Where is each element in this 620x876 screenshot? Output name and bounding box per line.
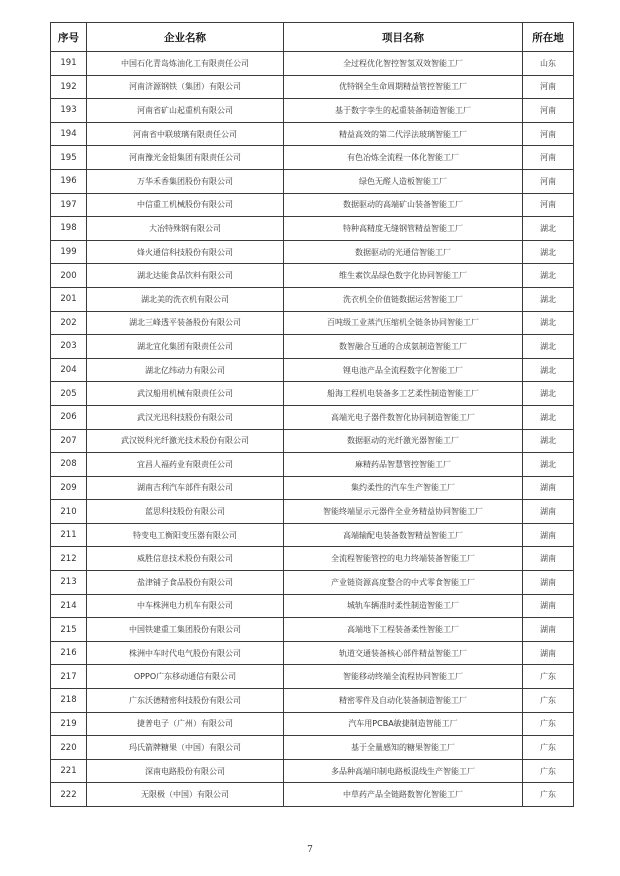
cell-no: 219 [51,712,87,736]
cell-company: 无限极（中国）有限公司 [87,783,284,807]
cell-company: 武汉光迅科技股份有限公司 [87,405,284,429]
page-number: 7 [307,845,313,855]
cell-project: 船海工程机电装备多工艺柔性制造智能工厂 [284,382,523,406]
cell-region: 湖南 [523,523,574,547]
cell-no: 218 [51,689,87,713]
cell-no: 206 [51,405,87,429]
cell-region: 河南 [523,122,574,146]
cell-no: 222 [51,783,87,807]
cell-project: 中草药产品全链路数智化智能工厂 [284,783,523,807]
table-row [51,594,574,618]
cell-company: 大冶特殊钢有限公司 [87,217,284,241]
cell-company: 中车株洲电力机车有限公司 [87,594,284,618]
cell-region: 广东 [523,783,574,807]
cell-project: 绿色无醛人造板智能工厂 [284,169,523,193]
cell-company: 深南电路股份有限公司 [87,759,284,783]
cell-no: 195 [51,146,87,170]
cell-project: 智能终端显示元器件全业务精益协同智能工厂 [284,500,523,524]
cell-company: 中国铁建重工集团股份有限公司 [87,618,284,642]
table-row [51,618,574,642]
cell-project: 基于数字孪生的起重装备制造智能工厂 [284,99,523,123]
cell-project: 轨道交通装备核心部件精益智能工厂 [284,641,523,665]
cell-project: 麻精药品智慧管控智能工厂 [284,453,523,477]
table-row [51,335,574,359]
cell-company: 烽火通信科技股份有限公司 [87,240,284,264]
table-row [51,311,574,335]
table-row [51,382,574,406]
cell-project: 百吨级工业蒸汽压缩机全链条协同智能工厂 [284,311,523,335]
table-row [51,429,574,453]
cell-project: 多品种高端印制电路板混线生产智能工厂 [284,759,523,783]
cell-region: 广东 [523,736,574,760]
table-row [51,547,574,571]
cell-company: 河南济源钢铁（集团）有限公司 [87,75,284,99]
cell-region: 湖北 [523,358,574,382]
table-row [51,641,574,665]
cell-region: 湖北 [523,382,574,406]
cell-region: 河南 [523,169,574,193]
cell-company: 万华禾香集团股份有限公司 [87,169,284,193]
cell-no: 221 [51,759,87,783]
table-header-row [51,23,574,52]
cell-no: 196 [51,169,87,193]
cell-region: 湖南 [523,476,574,500]
cell-project: 产业链资源高度整合的中式零食智能工厂 [284,571,523,595]
cell-company: 广东沃德精密科技股份有限公司 [87,689,284,713]
table-row [51,122,574,146]
cell-company: 湖北达能食品饮料有限公司 [87,264,284,288]
table-row [51,759,574,783]
cell-region: 湖北 [523,287,574,311]
table-row [51,52,574,76]
cell-no: 212 [51,547,87,571]
cell-project: 维生素饮品绿色数字化协同智能工厂 [284,264,523,288]
cell-no: 215 [51,618,87,642]
cell-company: 玛氏箭牌糖果（中国）有限公司 [87,736,284,760]
table-row [51,571,574,595]
cell-no: 217 [51,665,87,689]
cell-no: 193 [51,99,87,123]
table-row [51,99,574,123]
cell-company: 武汉锐科光纤激光技术股份有限公司 [87,429,284,453]
cell-no: 205 [51,382,87,406]
cell-project: 城轨车辆准时柔性制造智能工厂 [284,594,523,618]
cell-no: 192 [51,75,87,99]
cell-company: 盐津铺子食品股份有限公司 [87,571,284,595]
cell-company: 湖北宜化集团有限责任公司 [87,335,284,359]
cell-project: 特种高精度无缝钢管精益智能工厂 [284,217,523,241]
cell-project: 汽车用PCBA敏捷制造智能工厂 [284,712,523,736]
table-row [51,453,574,477]
table-row [51,217,574,241]
cell-company: 河南豫光金铅集团有限责任公司 [87,146,284,170]
enterprise-table [50,22,574,807]
cell-no: 200 [51,264,87,288]
cell-project: 基于全量感知的糖果智能工厂 [284,736,523,760]
cell-project: 数据驱动的光通信智能工厂 [284,240,523,264]
cell-project: 高端地下工程装备柔性智能工厂 [284,618,523,642]
cell-no: 210 [51,500,87,524]
cell-no: 216 [51,641,87,665]
cell-no: 199 [51,240,87,264]
table-row [51,169,574,193]
cell-project: 全流程智能管控的电力终端装备智能工厂 [284,547,523,571]
cell-region: 广东 [523,665,574,689]
table-row [51,146,574,170]
table-row [51,405,574,429]
cell-no: 202 [51,311,87,335]
table-body [51,52,574,807]
cell-project: 锂电池产品全流程数字化智能工厂 [284,358,523,382]
table-row [51,523,574,547]
table-row [51,665,574,689]
cell-no: 203 [51,335,87,359]
cell-region: 湖北 [523,453,574,477]
cell-project: 数据驱动的光纤激光器智能工厂 [284,429,523,453]
cell-no: 201 [51,287,87,311]
cell-region: 河南 [523,146,574,170]
cell-region: 湖北 [523,264,574,288]
table-row [51,736,574,760]
table-row [51,712,574,736]
cell-company: 特变电工衡阳变压器有限公司 [87,523,284,547]
table-row [51,689,574,713]
cell-region: 湖南 [523,571,574,595]
cell-region: 湖北 [523,240,574,264]
cell-no: 194 [51,122,87,146]
cell-region: 湖北 [523,217,574,241]
cell-region: 湖南 [523,618,574,642]
cell-region: 广东 [523,712,574,736]
cell-no: 208 [51,453,87,477]
cell-company: 湖北美的洗衣机有限公司 [87,287,284,311]
cell-region: 河南 [523,193,574,217]
cell-project: 数据驱动的高端矿山装备智能工厂 [284,193,523,217]
cell-region: 湖南 [523,641,574,665]
cell-project: 有色冶炼全流程一体化智能工厂 [284,146,523,170]
cell-no: 211 [51,523,87,547]
cell-region: 湖南 [523,500,574,524]
cell-company: OPPO广东移动通信有限公司 [87,665,284,689]
table-row [51,358,574,382]
cell-no: 209 [51,476,87,500]
cell-region: 湖北 [523,311,574,335]
cell-project: 优特钢全生命周期精益管控智能工厂 [284,75,523,99]
table-row [51,287,574,311]
cell-project: 高端输配电装备数智精益智能工厂 [284,523,523,547]
cell-company: 湖南吉利汽车部件有限公司 [87,476,284,500]
cell-project: 数智融合互通的合成氨制造智能工厂 [284,335,523,359]
cell-project: 高端光电子器件数智化协同制造智能工厂 [284,405,523,429]
table-row [51,500,574,524]
cell-region: 广东 [523,759,574,783]
cell-region: 湖南 [523,547,574,571]
cell-no: 198 [51,217,87,241]
cell-company: 湖北三峰透平装备股份有限公司 [87,311,284,335]
cell-no: 213 [51,571,87,595]
table-row [51,476,574,500]
table-row [51,264,574,288]
cell-region: 河南 [523,75,574,99]
cell-no: 207 [51,429,87,453]
header-region: 所在地 [523,23,574,52]
cell-no: 214 [51,594,87,618]
cell-company: 中国石化青岛炼油化工有限责任公司 [87,52,284,76]
table-row [51,240,574,264]
cell-company: 河南省矿山起重机有限公司 [87,99,284,123]
cell-company: 武汉船用机械有限责任公司 [87,382,284,406]
cell-project: 精密零件及自动化装备制造智能工厂 [284,689,523,713]
cell-region: 湖北 [523,405,574,429]
cell-company: 株洲中车时代电气股份有限公司 [87,641,284,665]
cell-project: 集约柔性的汽车生产智能工厂 [284,476,523,500]
table-row [51,75,574,99]
cell-region: 广东 [523,689,574,713]
cell-region: 山东 [523,52,574,76]
cell-company: 河南省中联玻璃有限责任公司 [87,122,284,146]
cell-region: 湖北 [523,335,574,359]
cell-region: 河南 [523,99,574,123]
cell-company: 宜昌人福药业有限责任公司 [87,453,284,477]
table-row [51,193,574,217]
cell-region: 湖北 [523,429,574,453]
cell-project: 智能移动终端全流程协同智能工厂 [284,665,523,689]
cell-company: 捷普电子（广州）有限公司 [87,712,284,736]
cell-region: 湖南 [523,594,574,618]
header-project: 项目名称 [284,23,523,52]
cell-company: 湖北亿纬动力有限公司 [87,358,284,382]
cell-project: 全过程优化智控智氢双效智能工厂 [284,52,523,76]
table-row [51,783,574,807]
cell-no: 204 [51,358,87,382]
cell-project: 洗衣机全价值链数据运营智能工厂 [284,287,523,311]
document-page [50,22,573,807]
cell-no: 191 [51,52,87,76]
cell-no: 197 [51,193,87,217]
cell-company: 威胜信息技术股份有限公司 [87,547,284,571]
header-company: 企业名称 [87,23,284,52]
header-no: 序号 [51,23,87,52]
cell-no: 220 [51,736,87,760]
cell-company: 中信重工机械股份有限公司 [87,193,284,217]
cell-company: 蓝思科技股份有限公司 [87,500,284,524]
cell-project: 精益高效的第二代浮法玻璃智能工厂 [284,122,523,146]
